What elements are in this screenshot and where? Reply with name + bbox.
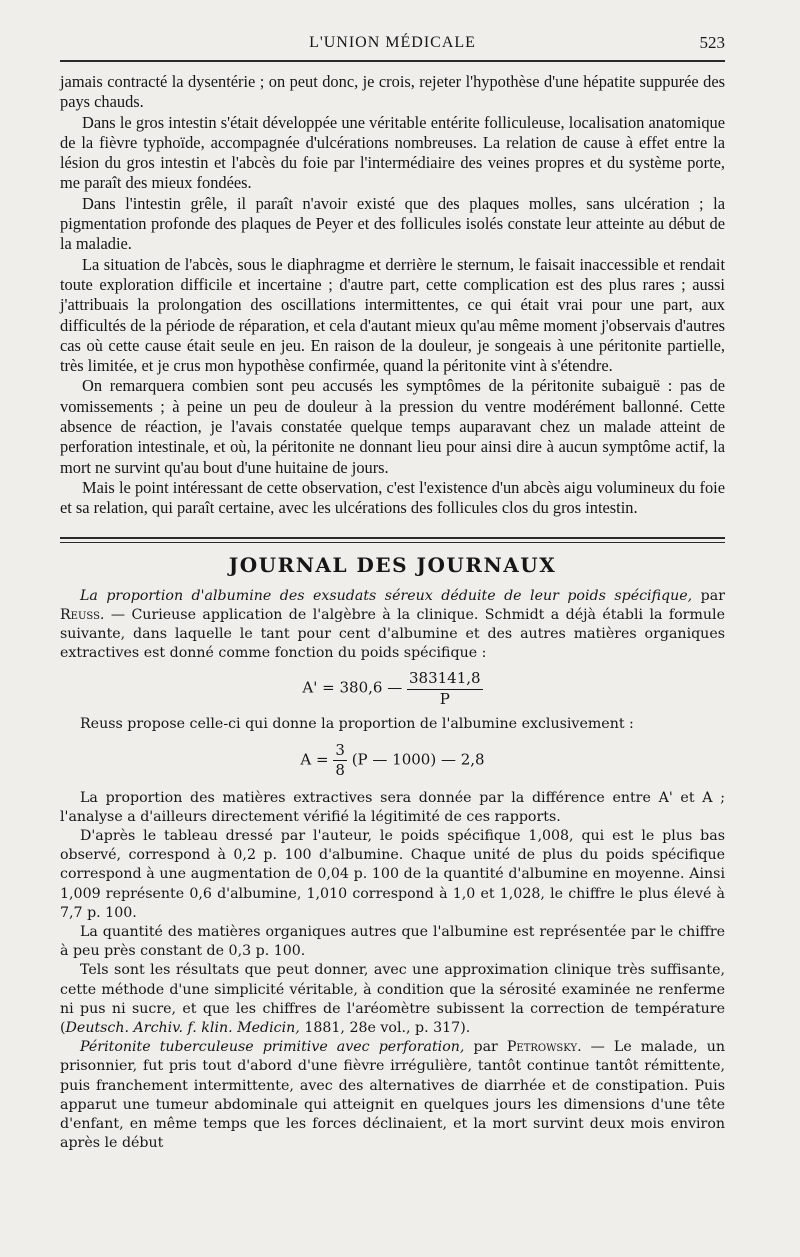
formula-left: A =: [300, 750, 329, 769]
formula-fraction: [407, 669, 483, 708]
article-title: Péritonite tuberculeuse primitive avec perforation,: [80, 1039, 465, 1056]
by-word: par: [692, 587, 725, 604]
paragraph: La situation de l'abcès, sous le diaphragme et derrière le sternum, le faisait inaccessible et rendait toute exploration difficile et incertaine ; d'autre part, cette complication est des plus rares ; aussi j'attribuais la prolongation des oscillations intermittentes, ce qui était vrai pour une part, aux difficultés de la période de réparation, et cela d'autant mieux qu'au même moment j'observais d'autres cas où cette cause était seule en jeu. En raison de la douleur, je songeais à une péritonite partielle, très limitée, et je crus mon hypothèse confirmée, quand la péritonite vint à s'étendre.: [60, 254, 725, 376]
running-title: L'UNION MÉDICALE: [309, 34, 476, 51]
article-author: Petrowsky.: [506, 1039, 582, 1056]
paragraph-text: Tels sont les résultats que peut donner, avec une approximation clinique très suffisante, cette méthode d'une simplicité véritable, à condition que la sérosité examinée ne renferme ni pus ni sucre, et que les chiffres de l'aréomètre subissent la correction de température (: [60, 962, 725, 1036]
paragraph: Dans le gros intestin s'était développée une véritable entérite folliculeuse, localisation anatomique de la fièvre typhoïde, accompagnée d'ulcérations nombreuses. La relation de cause à effet entre la lésion du gros intestin et l'abcès du foie par l'intermédiaire des veines propres et du système porte, me paraît des mieux fondées.: [60, 112, 725, 193]
formula-numerator: 383141,8: [407, 669, 483, 689]
formula-reuss: [60, 741, 725, 785]
section-title: JOURNAL DES JOURNAUX: [228, 552, 557, 577]
paragraph: D'après le tableau dressé par l'auteur, le poids spécifique 1,008, qui est le plus bas observé, correspond à 0,2 p. 100 d'albumine. Chaque unité de plus du poids spécifique correspond à une augmentation de 0,04 p. 100 de la quantité d'albumine en moyenne. Ainsi 1,009 représente 0,6 d'albumine, 1,010 correspond à 1,0 et 1,028, le chiffre le plus élevé à 7,7 p. 100.: [60, 827, 725, 921]
formula-numerator: 3: [333, 741, 347, 761]
journal-section: [60, 587, 725, 1154]
paragraph: jamais contracté la dysentérie ; on peut donc, je crois, rejeter l'hypothèse d'une hépatite suppurée des pays chauds.: [60, 72, 725, 112]
section-divider: [60, 537, 725, 543]
page: [60, 28, 725, 1153]
paragraph: La quantité des matières organiques autres que l'albumine est représentée par le chiffre à peu près constant de 0,3 p. 100.: [60, 923, 725, 960]
formula-intro: Reuss propose celle-ci qui donne la proportion de l'albumine exclusivement :: [80, 716, 634, 733]
citation: Deutsch. Archiv. f. klin. Medicin,: [65, 1019, 300, 1036]
page-number: 523: [699, 33, 725, 52]
article-title: La proportion d'albumine des exsudats séreux déduite de leur poids spécifique,: [80, 587, 693, 604]
formula-right: (P — 1000) — 2,8: [351, 750, 485, 769]
paragraph: [60, 961, 725, 1038]
paragraph: On remarquera combien sont peu accusés les symptômes de la péritonite subaiguë : pas de vomissements ; à peine un peu de douleur à la pression du ventre modérément ballonné. Cette absence de réaction, je l'avais constatée quelque temps auparavant chez un malade atteint de perforation intestinale, et où, la péritonite ne donnant lieu pour ainsi dire à aucun symptôme actif, la mort ne survint qu'au bout d'une huitaine de jours.: [60, 376, 725, 477]
formula-denominator: P: [439, 689, 450, 708]
paragraph: Mais le point intéressant de cette observation, c'est l'existence d'un abcès aigu volumineux du foie et sa relation, qui paraît certaine, avec les ulcérations des follicules clos du gros intestin.: [60, 477, 725, 518]
by-word: par: [464, 1039, 507, 1056]
formula-left: A' = 380,6 —: [302, 679, 403, 698]
article-intro-text: — Curieuse application de l'algèbre à la clinique. Schmidt a déjà établi la formule suivante, dans laquelle le tant pour cent d'albumine et des autres matières organiques extractives est donné comme fonction du poids spécifique :: [60, 606, 725, 662]
article-intro: [60, 587, 725, 664]
paragraph: La proportion des matières extractives sera donnée par la différence entre A' et A ; l'analyse a d'ailleurs directement vérifié la légitimité de ces rapports.: [60, 789, 725, 825]
paragraph-text: 1881, 28e vol., p. 317).: [299, 1019, 471, 1036]
article-intro: [60, 1038, 725, 1153]
article-author: Reuss.: [60, 606, 105, 623]
paragraph: Dans l'intestin grêle, il paraît n'avoir existé que des plaques molles, sans ulcération ; la pigmentation profonde des plaques de Peyer et des follicules isolés constate leur atteinte au début de la maladie.: [60, 193, 725, 254]
formula-schmidt: [60, 669, 725, 711]
running-header: [60, 28, 725, 62]
formula-denominator: 8: [335, 760, 345, 779]
formula-fraction: [333, 741, 347, 780]
article-body: [60, 72, 725, 519]
article-text: — Le malade, un prisonnier, fut pris tout d'abord d'une fièvre irrégulière, tantôt continue tantôt rémittente, puis franchement intermittente, avec des alternatives de diarrhée et de constipation. Puis apparut une tumeur abdominale qui atteignit en quelques jours les dimensions d'une tête d'enfant, en même temps que les forces déclinaient, et la mort survint deux mois environ après le début: [60, 1039, 726, 1152]
